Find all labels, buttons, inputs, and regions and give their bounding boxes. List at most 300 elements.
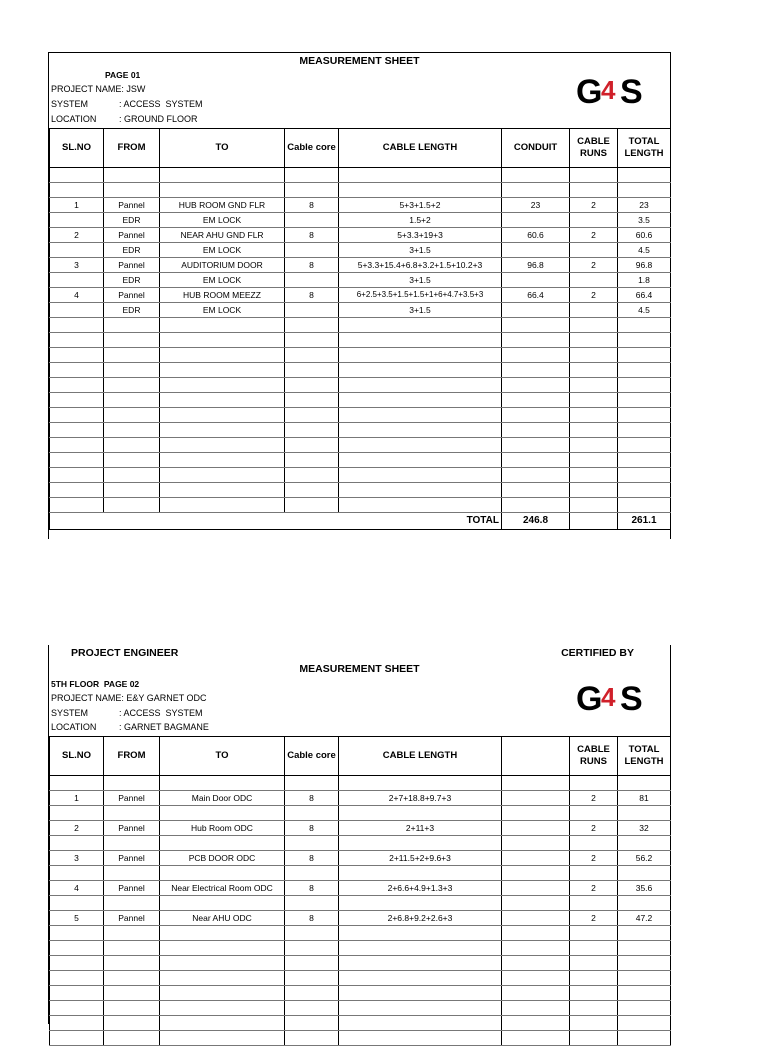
- empty-cell: [285, 1001, 339, 1016]
- empty-cell: [285, 408, 339, 423]
- empty-cell: [618, 866, 671, 881]
- cell-cable-runs: 2: [570, 288, 618, 303]
- cell-to: EM LOCK: [160, 213, 285, 228]
- empty-cell: [339, 926, 502, 941]
- empty-cell: [285, 378, 339, 393]
- cell-from: Pannel: [104, 258, 160, 273]
- empty-cell: [339, 896, 502, 911]
- cell-cable-length: 3+1.5: [339, 273, 502, 288]
- header-total-length: TOTAL LENGTH: [618, 737, 671, 776]
- empty-cell: [50, 806, 104, 821]
- empty-cell: [50, 971, 104, 986]
- empty-cell: [339, 483, 502, 498]
- empty-cell: [339, 453, 502, 468]
- svg-text:G: G: [576, 680, 601, 716]
- empty-cell: [104, 318, 160, 333]
- empty-cell: [160, 776, 285, 791]
- empty-cell: [285, 423, 339, 438]
- empty-cell: [570, 408, 618, 423]
- empty-cell: [339, 498, 502, 513]
- empty-cell: [570, 498, 618, 513]
- empty-cell: [160, 941, 285, 956]
- empty-cell: [618, 333, 671, 348]
- header-cable-core: Cable core: [285, 129, 339, 168]
- cell-total-length: 4.5: [618, 303, 671, 318]
- table-row: [50, 183, 671, 198]
- cell-from: Pannel: [104, 881, 160, 896]
- cell-total-length: 3.5: [618, 213, 671, 228]
- empty-cell: [502, 363, 570, 378]
- table-row: [50, 911, 671, 926]
- project-name: PROJECT NAME: JSW: [51, 84, 146, 94]
- empty-cell: [50, 363, 104, 378]
- project-name: PROJECT NAME: E&Y GARNET ODC: [51, 693, 207, 703]
- empty-cell: [502, 866, 570, 881]
- table-row: [50, 303, 671, 318]
- table-row: [50, 438, 671, 453]
- empty-cell: [285, 956, 339, 971]
- empty-cell: [618, 438, 671, 453]
- location-label: LOCATION: [51, 114, 97, 124]
- table-row: [50, 288, 671, 303]
- cell-cable-core: 8: [285, 228, 339, 243]
- cell-from: Pannel: [104, 911, 160, 926]
- empty-cell: [339, 468, 502, 483]
- empty-cell: [339, 941, 502, 956]
- total-row: [50, 513, 671, 530]
- empty-cell: [285, 393, 339, 408]
- table-row: [50, 1001, 671, 1016]
- cell-cable-runs: [570, 213, 618, 228]
- cell-cable-length: 3+1.5: [339, 303, 502, 318]
- cell-cable-core: [285, 243, 339, 258]
- empty-cell: [570, 378, 618, 393]
- empty-cell: [285, 468, 339, 483]
- table-row: [50, 836, 671, 851]
- table-row: [50, 378, 671, 393]
- empty-cell: [502, 956, 570, 971]
- empty-cell: [570, 1031, 618, 1046]
- cell-cable-core: 8: [285, 258, 339, 273]
- empty-cell: [285, 1031, 339, 1046]
- empty-cell: [502, 806, 570, 821]
- empty-cell: [285, 453, 339, 468]
- cell-total-length: 81: [618, 791, 671, 806]
- total-label: TOTAL: [339, 513, 502, 530]
- empty-cell: [618, 348, 671, 363]
- empty-cell: [339, 956, 502, 971]
- empty-cell: [285, 483, 339, 498]
- empty-cell: [570, 348, 618, 363]
- empty-cell: [339, 866, 502, 881]
- empty-cell: [104, 423, 160, 438]
- empty-cell: [570, 438, 618, 453]
- cell-to: EM LOCK: [160, 243, 285, 258]
- empty-cell: [50, 483, 104, 498]
- empty-cell: [502, 1031, 570, 1046]
- empty-cell: [104, 776, 160, 791]
- system-value: : ACCESS SYSTEM: [119, 99, 203, 109]
- empty-cell: [618, 1016, 671, 1031]
- empty-cell: [160, 453, 285, 468]
- cell-cable-runs: 2: [570, 911, 618, 926]
- cell-cable-core: [285, 213, 339, 228]
- empty-cell: [339, 806, 502, 821]
- empty-cell: [502, 986, 570, 1001]
- empty-cell: [502, 423, 570, 438]
- svg-text:S: S: [620, 73, 643, 109]
- empty-cell: [502, 896, 570, 911]
- cell-cable-core: 8: [285, 881, 339, 896]
- table-row: [50, 791, 671, 806]
- cell-conduit: [502, 273, 570, 288]
- cell-cable-runs: 2: [570, 851, 618, 866]
- empty-cell: [339, 438, 502, 453]
- cell-blank: [502, 821, 570, 836]
- empty-cell: [285, 926, 339, 941]
- header-to: TO: [160, 129, 285, 168]
- empty-cell: [339, 318, 502, 333]
- cell-cable-length: 2+11+3: [339, 821, 502, 836]
- table-header-row: [50, 737, 671, 776]
- cell-from: EDR: [104, 243, 160, 258]
- cell-cable-core: 8: [285, 911, 339, 926]
- empty-cell: [570, 453, 618, 468]
- empty-cell: [339, 423, 502, 438]
- empty-cell: [160, 986, 285, 1001]
- empty-cell: [502, 468, 570, 483]
- table-row: [50, 408, 671, 423]
- empty-cell: [50, 453, 104, 468]
- empty-cell: [285, 348, 339, 363]
- empty-cell: [160, 956, 285, 971]
- empty-cell: [104, 866, 160, 881]
- cell-to: Main Door ODC: [160, 791, 285, 806]
- empty-cell: [618, 378, 671, 393]
- cell-sl-no: 4: [50, 881, 104, 896]
- empty-cell: [618, 468, 671, 483]
- empty-cell: [570, 866, 618, 881]
- header-cable-runs: CABLE RUNS: [570, 737, 618, 776]
- cell-cable-runs: [570, 273, 618, 288]
- system-label: SYSTEM: [51, 708, 89, 718]
- table-row: [50, 363, 671, 378]
- cell-from: Pannel: [104, 198, 160, 213]
- header-cable-length: CABLE LENGTH: [339, 737, 502, 776]
- empty-cell: [104, 986, 160, 1001]
- empty-cell: [570, 776, 618, 791]
- cell-blank: [502, 911, 570, 926]
- table-row: [50, 941, 671, 956]
- empty-cell: [285, 806, 339, 821]
- header-blank: [502, 737, 570, 776]
- system-value: : ACCESS SYSTEM: [119, 708, 203, 718]
- empty-cell: [618, 926, 671, 941]
- empty-cell: [339, 393, 502, 408]
- cell-cable-length: 2+7+18.8+9.7+3: [339, 791, 502, 806]
- cell-to: NEAR AHU GND FLR: [160, 228, 285, 243]
- empty-cell: [104, 333, 160, 348]
- cell-to: HUB ROOM GND FLR: [160, 198, 285, 213]
- empty-cell: [160, 483, 285, 498]
- empty-cell: [502, 1001, 570, 1016]
- empty-cell: [570, 971, 618, 986]
- table-row: [50, 453, 671, 468]
- header-cable-length: CABLE LENGTH: [339, 129, 502, 168]
- empty-cell: [160, 1001, 285, 1016]
- svg-text:4: 4: [601, 75, 616, 105]
- table-row: [50, 881, 671, 896]
- empty-cell: [502, 926, 570, 941]
- cell-sl-no: 4: [50, 288, 104, 303]
- empty-cell: [50, 1001, 104, 1016]
- table-header-row: [50, 129, 671, 168]
- cell-total-length: 32: [618, 821, 671, 836]
- empty-cell: [160, 1016, 285, 1031]
- empty-cell: [160, 408, 285, 423]
- location-label: LOCATION: [51, 722, 97, 732]
- cell-sl-no: 1: [50, 198, 104, 213]
- empty-cell: [339, 378, 502, 393]
- empty-cell: [502, 408, 570, 423]
- cell-cable-core: [285, 303, 339, 318]
- signature-footer: [48, 645, 671, 661]
- empty-cell: [502, 438, 570, 453]
- empty-cell: [502, 483, 570, 498]
- table-row: [50, 318, 671, 333]
- empty-cell: [160, 498, 285, 513]
- empty-cell: [339, 363, 502, 378]
- cell-sl-no: [50, 243, 104, 258]
- empty-cell: [285, 836, 339, 851]
- empty-cell: [502, 776, 570, 791]
- empty-cell: [502, 318, 570, 333]
- empty-cell: [50, 468, 104, 483]
- cell-conduit: [502, 213, 570, 228]
- table-row: [50, 423, 671, 438]
- total-length: 261.1: [618, 513, 671, 530]
- empty-cell: [618, 363, 671, 378]
- empty-cell: [502, 941, 570, 956]
- cell-from: Pannel: [104, 821, 160, 836]
- empty-cell: [104, 971, 160, 986]
- empty-cell: [570, 318, 618, 333]
- empty-cell: [618, 986, 671, 1001]
- empty-cell: [160, 926, 285, 941]
- svg-text:G: G: [576, 73, 601, 109]
- empty-cell: [160, 1031, 285, 1046]
- empty-cell: [618, 776, 671, 791]
- header-cable-core: Cable core: [285, 737, 339, 776]
- cell-cable-length: 3+1.5: [339, 243, 502, 258]
- cell-total-length: 66.4: [618, 288, 671, 303]
- measurement-sheet-2: [48, 660, 671, 1024]
- cell-sl-no: 3: [50, 258, 104, 273]
- empty-cell: [618, 836, 671, 851]
- cell-cable-core: 8: [285, 791, 339, 806]
- empty-cell: [50, 333, 104, 348]
- empty-cell: [618, 453, 671, 468]
- cell-blank: [502, 851, 570, 866]
- empty-cell: [502, 836, 570, 851]
- cell-from: EDR: [104, 303, 160, 318]
- cell-sl-no: 2: [50, 821, 104, 836]
- empty-cell: [104, 1001, 160, 1016]
- empty-cell: [570, 941, 618, 956]
- empty-cell: [160, 423, 285, 438]
- cell-conduit: 66.4: [502, 288, 570, 303]
- empty-cell: [285, 333, 339, 348]
- empty-cell: [50, 956, 104, 971]
- empty-cell: [160, 866, 285, 881]
- empty-cell: [285, 866, 339, 881]
- cell-total-length: 56.2: [618, 851, 671, 866]
- empty-cell: [618, 423, 671, 438]
- cell-cable-length: 1.5+2: [339, 213, 502, 228]
- empty-cell: [570, 956, 618, 971]
- page-label: 5TH FLOOR PAGE 02: [51, 679, 140, 689]
- table-row: [50, 213, 671, 228]
- empty-cell: [50, 348, 104, 363]
- table-row: [50, 806, 671, 821]
- table-row: [50, 348, 671, 363]
- empty-cell: [50, 438, 104, 453]
- table-row: [50, 1031, 671, 1046]
- cell-to: EM LOCK: [160, 273, 285, 288]
- empty-cell: [104, 483, 160, 498]
- empty-cell: [618, 318, 671, 333]
- header-total-length: TOTAL LENGTH: [618, 129, 671, 168]
- empty-cell: [285, 438, 339, 453]
- empty-cell: [339, 1016, 502, 1031]
- empty-cell: [104, 393, 160, 408]
- cell-cable-length: 2+6.8+9.2+2.6+3: [339, 911, 502, 926]
- empty-cell: [618, 498, 671, 513]
- table-row: [50, 243, 671, 258]
- empty-cell: [570, 393, 618, 408]
- cell-cable-core: [285, 273, 339, 288]
- table-row: [50, 198, 671, 213]
- cell-cable-length: 2+6.6+4.9+1.3+3: [339, 881, 502, 896]
- cell-cable-core: 8: [285, 821, 339, 836]
- header-sl-no: SL.NO: [50, 129, 104, 168]
- empty-cell: [160, 318, 285, 333]
- page-label: PAGE 01: [105, 70, 141, 80]
- empty-cell: [50, 926, 104, 941]
- empty-cell: [618, 806, 671, 821]
- empty-cell: [502, 498, 570, 513]
- header-conduit: CONDUIT: [502, 129, 570, 168]
- empty-cell: [570, 483, 618, 498]
- empty-cell: [160, 363, 285, 378]
- empty-cell: [50, 941, 104, 956]
- table-row: [50, 1016, 671, 1031]
- empty-cell: [104, 348, 160, 363]
- certified-by-label: CERTIFIED BY: [561, 647, 634, 659]
- empty-cell: [570, 896, 618, 911]
- location-value: : GARNET BAGMANE: [119, 722, 209, 732]
- empty-cell: [339, 1031, 502, 1046]
- empty-cell: [104, 896, 160, 911]
- cell-sl-no: 1: [50, 791, 104, 806]
- cell-cable-core: 8: [285, 851, 339, 866]
- cell-total-length: 35.6: [618, 881, 671, 896]
- cell-conduit: 60.6: [502, 228, 570, 243]
- empty-cell: [502, 333, 570, 348]
- table-row: [50, 986, 671, 1001]
- empty-cell: [285, 363, 339, 378]
- cell-total-length: 60.6: [618, 228, 671, 243]
- empty-cell: [285, 1016, 339, 1031]
- empty-cell: [618, 971, 671, 986]
- cell-to: PCB DOOR ODC: [160, 851, 285, 866]
- table-row: [50, 168, 671, 183]
- empty-cell: [618, 941, 671, 956]
- measurement-table-1: [49, 128, 671, 530]
- empty-cell: [285, 971, 339, 986]
- project-engineer-label: PROJECT ENGINEER: [71, 647, 179, 659]
- total-conduit: 246.8: [502, 513, 570, 530]
- table-row: [50, 866, 671, 881]
- empty-cell: [160, 378, 285, 393]
- empty-cell: [285, 941, 339, 956]
- table-row: [50, 896, 671, 911]
- empty-cell: [104, 926, 160, 941]
- cell-sl-no: [50, 303, 104, 318]
- empty-cell: [339, 333, 502, 348]
- cell-cable-runs: 2: [570, 791, 618, 806]
- cell-from: Pannel: [104, 851, 160, 866]
- empty-cell: [570, 468, 618, 483]
- table-row: [50, 821, 671, 836]
- empty-cell: [104, 1031, 160, 1046]
- cell-to: EM LOCK: [160, 303, 285, 318]
- cell-cable-core: 8: [285, 198, 339, 213]
- empty-cell: [104, 941, 160, 956]
- empty-cell: [618, 896, 671, 911]
- empty-cell: [570, 806, 618, 821]
- table-row: [50, 926, 671, 941]
- cell-from: EDR: [104, 273, 160, 288]
- cell-to: Near Electrical Room ODC: [160, 881, 285, 896]
- empty-cell: [50, 408, 104, 423]
- table-row: [50, 851, 671, 866]
- empty-cell: [618, 483, 671, 498]
- empty-cell: [160, 806, 285, 821]
- cell-cable-runs: 2: [570, 258, 618, 273]
- cell-total-length: 4.5: [618, 243, 671, 258]
- empty-cell: [618, 393, 671, 408]
- cell-sl-no: 3: [50, 851, 104, 866]
- svg-text:4: 4: [601, 682, 616, 712]
- cell-to: Near AHU ODC: [160, 911, 285, 926]
- measurement-sheet-1: [48, 52, 671, 539]
- empty-cell: [104, 1016, 160, 1031]
- empty-cell: [618, 1001, 671, 1016]
- cell-from: Pannel: [104, 791, 160, 806]
- empty-cell: [339, 408, 502, 423]
- empty-cell: [285, 498, 339, 513]
- cell-cable-runs: 2: [570, 198, 618, 213]
- empty-cell: [104, 806, 160, 821]
- cell-from: EDR: [104, 213, 160, 228]
- table-row: [50, 468, 671, 483]
- cell-to: Hub Room ODC: [160, 821, 285, 836]
- empty-cell: [160, 348, 285, 363]
- cell-total-length: 96.8: [618, 258, 671, 273]
- empty-cell: [570, 1016, 618, 1031]
- cell-cable-core: 8: [285, 288, 339, 303]
